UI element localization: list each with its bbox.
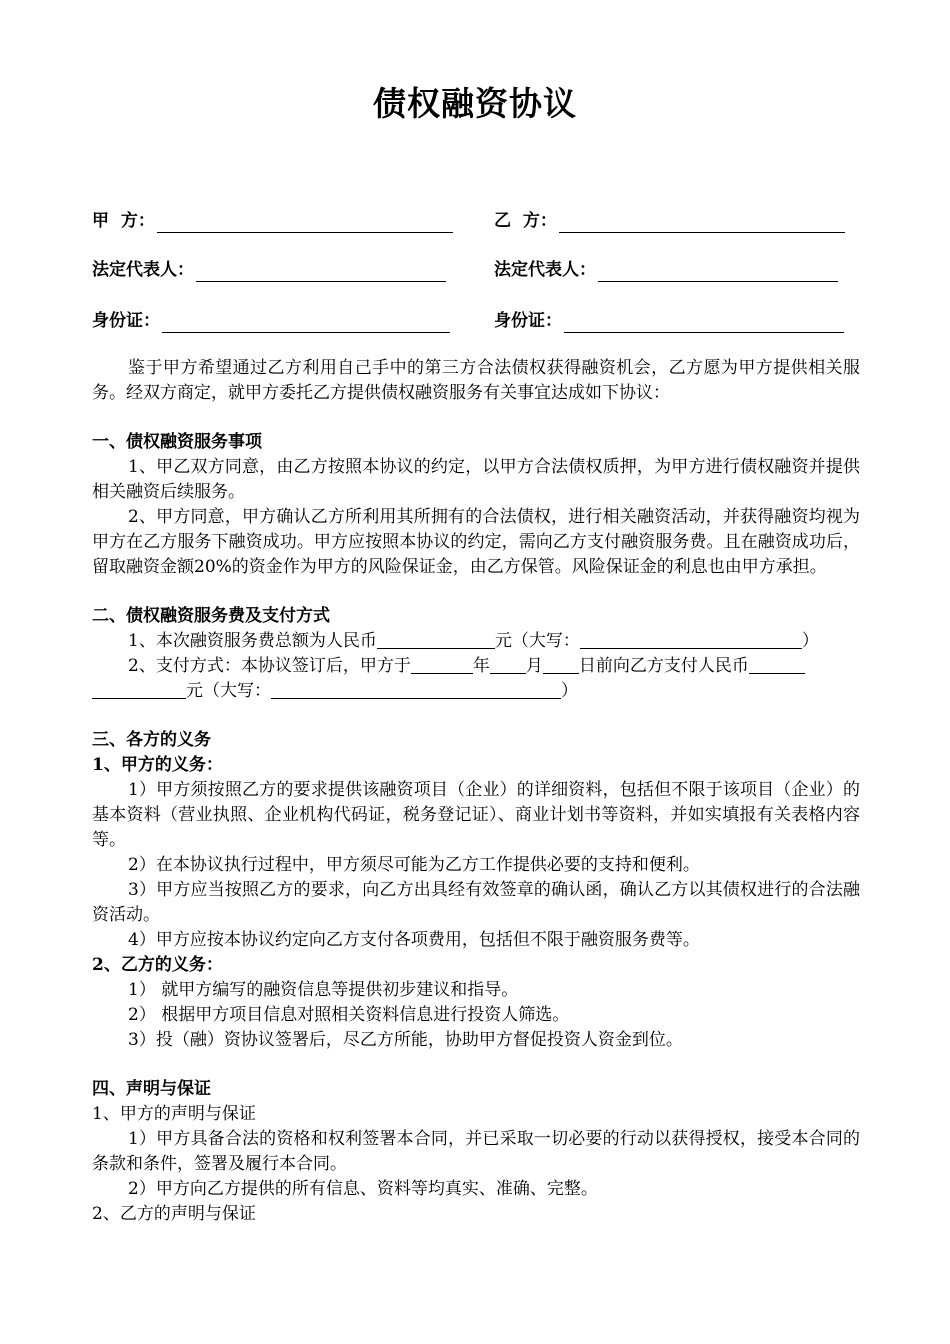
section-3-heading: 三、各方的义务 xyxy=(92,730,211,750)
party-a-line xyxy=(92,209,453,233)
id-b-field[interactable] xyxy=(564,312,844,333)
party-b-duty-3: 3）投（融）资协议签署后，尽乙方所能，协助甲方督促投资人资金到位。 xyxy=(128,1030,683,1050)
id-b-line xyxy=(494,309,844,333)
section-2-clause-2 xyxy=(92,654,860,679)
document-title: 债权融资协议 xyxy=(373,84,577,123)
id-a-line xyxy=(92,309,450,333)
party-a-field[interactable] xyxy=(157,212,453,233)
intro-paragraph: 鉴于甲方希望通过乙方利用自己手中的第三方合法债权获得融资机会，乙方愿为甲方提供相关服务。经双方商定，就甲方委托乙方提供债权融资服务有关事宜达成如下协议： xyxy=(92,358,860,403)
payment-amount-field[interactable] xyxy=(749,656,805,674)
fee-amount-field[interactable] xyxy=(377,631,495,649)
party-b-duty-1: 1） 就甲方编写的融资信息等提供初步建议和指导。 xyxy=(128,980,519,1000)
legal-rep-a-field[interactable] xyxy=(196,261,446,282)
section-2-heading: 二、债权融资服务费及支付方式 xyxy=(92,606,330,626)
fee-words-label: 元（大写： xyxy=(494,631,580,651)
legal-rep-b-line xyxy=(494,258,838,282)
payment-method-label: 2、支付方式：本协议签订后，甲方于 xyxy=(128,656,411,676)
section-2-clause-2-cont xyxy=(92,679,860,704)
section-1-clause-2: 2、甲方同意，甲方确认乙方所利用其所拥有的合法债权，进行相关融资活动，并获得融资均视为甲方在乙方服务下融资成功。甲方应按照本协议的约定，需向乙方支付融资服务费。且在融资成功后，留取融资金额20%的资金作为甲方的风险保证金，由乙方保管。风险保证金的利息也由甲方承担。 xyxy=(92,507,860,577)
id-a-field[interactable] xyxy=(162,312,450,333)
party-b-field[interactable] xyxy=(559,212,845,233)
payment-amount-field-cont[interactable] xyxy=(92,681,186,699)
party-a-duty-4: 4）甲方应按本协议约定向乙方支付各项费用，包括但不限于融资服务费等。 xyxy=(128,930,700,950)
payment-words-label: 元（大写： xyxy=(186,681,271,701)
party-a-warranty-1: 1）甲方具备合法的资格和权利签署本合同，并已采取一切必要的行动以获得授权，接受本合同的条款和条件，签署及履行本合同。 xyxy=(92,1129,860,1174)
fee-close-paren: ） xyxy=(801,631,819,651)
legal-rep-a-label: 法定代表人： xyxy=(92,260,194,280)
section-1-clause-1: 1、甲乙双方同意，由乙方按照本协议的约定，以甲方合法债权质押，为甲方进行债权融资并提供相关融资后续服务。 xyxy=(92,457,860,502)
payment-year-field[interactable] xyxy=(411,656,473,674)
id-a-label: 身份证： xyxy=(92,311,160,331)
legal-rep-b-label: 法定代表人： xyxy=(494,260,596,280)
section-2-clause-1 xyxy=(92,629,860,654)
party-b-duties-heading: 2、乙方的义务： xyxy=(92,955,223,975)
payment-day-field[interactable] xyxy=(543,656,579,674)
party-b-warranties-heading: 2、乙方的声明与保证 xyxy=(92,1204,256,1224)
party-a-warranties-heading: 1、甲方的声明与保证 xyxy=(92,1104,256,1124)
party-a-duties-heading: 1、甲方的义务： xyxy=(92,755,223,775)
party-b-duty-2: 2） 根据甲方项目信息对照相关资料信息进行投资人筛选。 xyxy=(128,1005,570,1025)
payment-month-field[interactable] xyxy=(490,656,526,674)
payment-close-paren: ） xyxy=(561,681,578,701)
party-b-line xyxy=(494,209,845,233)
year-label: 年 xyxy=(472,656,490,676)
agreement-body xyxy=(92,356,860,1227)
payment-words-field[interactable] xyxy=(271,681,561,699)
fee-total-label: 1、本次融资服务费总额为人民币 xyxy=(128,631,377,651)
section-4-heading: 四、声明与保证 xyxy=(92,1079,211,1099)
legal-rep-a-line xyxy=(92,258,446,282)
party-a-label: 甲 方： xyxy=(92,211,155,231)
payment-amount-label: 日前向乙方支付人民币 xyxy=(578,656,749,676)
legal-rep-b-field[interactable] xyxy=(598,261,838,282)
id-b-label: 身份证： xyxy=(494,311,562,331)
party-a-duty-2: 2）在本协议执行过程中，甲方须尽可能为乙方工作提供必要的支持和便利。 xyxy=(128,855,700,875)
party-b-label: 乙 方： xyxy=(494,211,557,231)
fee-words-field[interactable] xyxy=(580,631,802,649)
party-a-duty-1: 1）甲方须按照乙方的要求提供该融资项目（企业）的详细资料，包括但不限于该项目（企业）的基本资料（营业执照、企业机构代码证，税务登记证）、商业计划书等资料，并如实填报有关表格内容等。 xyxy=(92,780,860,850)
party-a-duty-3: 3）甲方应当按照乙方的要求，向乙方出具经有效签章的确认函，确认乙方以其债权进行的合法融资活动。 xyxy=(92,880,860,925)
party-a-warranty-2: 2）甲方向乙方提供的所有信息、资料等均真实、准确、完整。 xyxy=(128,1179,598,1199)
section-1-heading: 一、债权融资服务事项 xyxy=(92,432,262,452)
month-label: 月 xyxy=(525,656,543,676)
